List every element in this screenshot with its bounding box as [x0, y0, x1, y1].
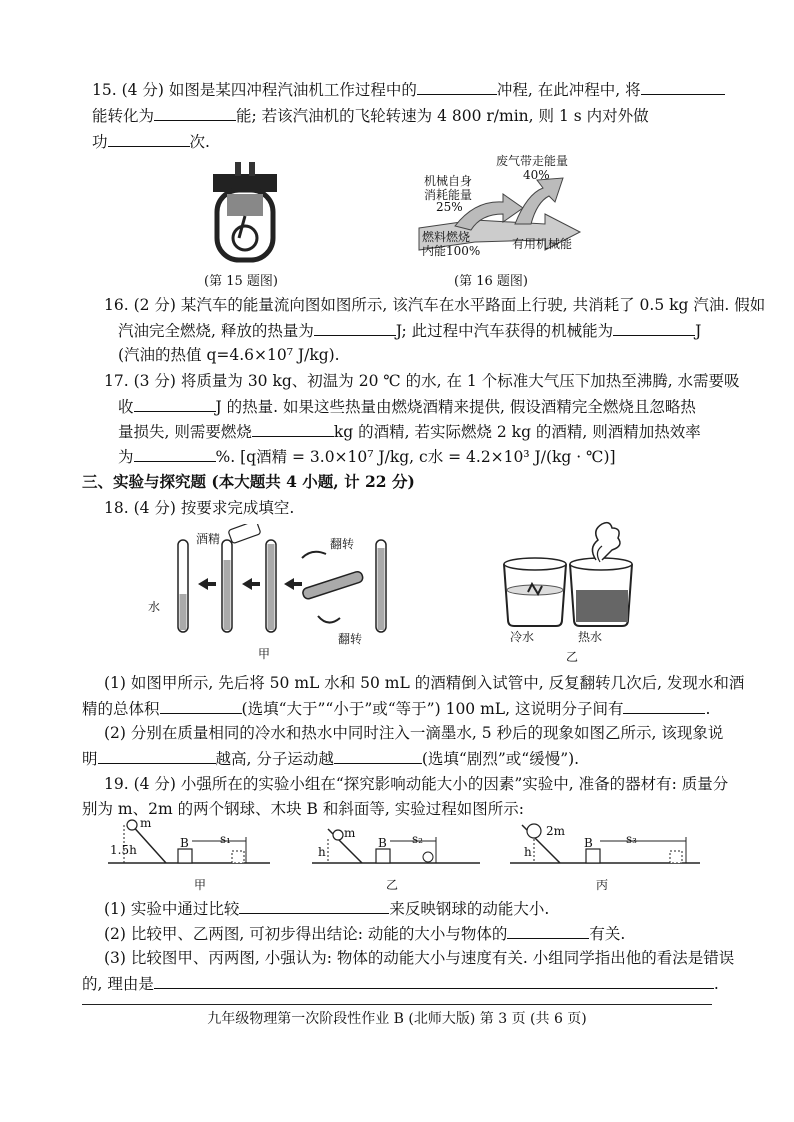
q18-p2-line1: (2) 分别在质量相同的冷水和热水中同时注入一滴墨水, 5 秒后的现象如图乙所示, 该现象说: [104, 724, 724, 742]
fig19-bing-height: h: [524, 845, 532, 859]
q17-blank-efficiency[interactable]: [134, 445, 216, 462]
q17-line2: 收 J 的热量. 如果这些热量由燃烧酒精来提供, 假设酒精完全燃烧且忽略热: [118, 395, 696, 418]
fig19-jia-mass: m: [140, 816, 152, 830]
q18-p2-line2: 明 越高, 分子运动越 (选填“剧烈”或“缓慢”).: [82, 747, 579, 770]
q19-line2: 别为 m、2m 的两个钢球、木块 B 和斜面等, 实验过程如图所示:: [82, 800, 524, 818]
q15-blank-energy-to[interactable]: [154, 104, 236, 121]
q18-title: 18. (4 分) 按要求完成填空.: [104, 499, 295, 517]
page-footer: 九年级物理第一次阶段性作业 B (北师大版) 第 3 页 (共 6 页): [207, 1011, 587, 1027]
q15-line2: 能转化为 能; 若该汽油机的飞轮转速为 4 800 r/min, 则 1 s 内对外做: [92, 104, 649, 127]
fig19-bing-label: 丙: [596, 878, 609, 892]
fig16-caption: (第 16 题图): [454, 274, 528, 289]
fig19-yi-mass: m: [344, 826, 356, 840]
q18-blank-motion[interactable]: [334, 747, 422, 764]
q17-line4: 为 %. [q酒精 = 3.0×10⁷ J/kg, c水 = 4.2×10³ J/(kg · ℃)]: [118, 445, 616, 468]
fig19-bing-block: B: [584, 836, 593, 850]
q15-blank-times[interactable]: [108, 130, 190, 147]
fig18-flip-top-label: 翻转: [330, 537, 355, 551]
beaker-figure: [498, 520, 648, 630]
q19-p1: (1) 实验中通过比较 来反映钢球的动能大小.: [104, 897, 549, 920]
q19-blank-reason[interactable]: [154, 972, 714, 989]
fig16-exhaust-pct: 40%: [523, 168, 550, 182]
q17-line3: 量损失, 则需要燃烧 kg 的酒精, 若实际燃烧 2 kg 的酒精, 则酒精加热效率: [118, 420, 701, 443]
section-heading: 三、实验与探究题 (本大题共 4 小题, 计 22 分): [82, 472, 415, 491]
q15-line1: 15. (4 分) 如图是某四冲程汽油机工作过程中的 冲程, 在此冲程中, 将: [92, 78, 725, 101]
footer-rule: [82, 1004, 712, 1005]
fig19-yi-block: B: [378, 836, 387, 850]
fig18-hot-label: 热水: [578, 630, 603, 644]
q19-line1: 19. (4 分) 小强所在的实验小组在“探究影响动能大小的因素”实验中, 准备的器材有: 质量分: [104, 775, 729, 793]
q17-blank-heat[interactable]: [134, 395, 216, 412]
q19-blank-compare[interactable]: [239, 897, 389, 914]
q19-p3-line2: 的, 理由是 .: [82, 972, 719, 995]
fig18-water-label: 水: [148, 600, 161, 614]
engine-figure: [205, 160, 285, 270]
fig15-caption: (第 15 题图): [204, 274, 278, 289]
fig16-fuel-label: 燃料燃烧: [422, 230, 471, 244]
q15-blank-energy-from[interactable]: [641, 78, 725, 95]
fig16-useful-label: 有用机械能: [512, 237, 573, 251]
q15-blank-stroke[interactable]: [417, 78, 497, 95]
q18-blank-volume[interactable]: [160, 697, 242, 714]
q16-line3: (汽油的热值 q=4.6×10⁷ J/kg).: [118, 346, 340, 364]
q18-blank-gap[interactable]: [623, 697, 705, 714]
q17-blank-mass[interactable]: [252, 420, 334, 437]
fig19-bing-distance: s₃: [626, 832, 637, 846]
fig19-yi-height: h: [318, 845, 326, 859]
q16-line1: 16. (2 分) 某汽车的能量流向图如图所示, 该汽车在水平路面上行驶, 共消耗了 0.5 kg 汽油. 假如: [104, 296, 766, 314]
fig19-yi-distance: s₂: [412, 832, 423, 846]
fig18-alcohol-label: 酒精: [196, 532, 221, 546]
fig19-bing-mass: 2m: [546, 824, 566, 838]
q16-line2: 汽油完全燃烧, 释放的热量为 J; 此过程中汽车获得的机械能为 J: [118, 319, 701, 342]
q15-line3: 功 次.: [92, 130, 210, 153]
q16-blank-mechanical[interactable]: [613, 319, 695, 336]
q19-p3-line1: (3) 比较图甲、丙两图, 小强认为: 物体的动能大小与速度有关. 小组同学指出他的看法是错误: [104, 949, 735, 967]
q19-p2: (2) 比较甲、乙两图, 可初步得出结论: 动能的大小与物体的 有关.: [104, 922, 625, 945]
fig19-yi-label: 乙: [386, 878, 399, 892]
fig19-jia-distance: s₁: [220, 832, 231, 846]
test-tube-figure: [142, 524, 392, 642]
q18-p1-line1: (1) 如图甲所示, 先后将 50 mL 水和 50 mL 的酒精倒入试管中, 反复翻转几次后, 发现水和酒: [104, 674, 745, 692]
exam-page: 15. (4 分) 如图是某四冲程汽油机工作过程中的 冲程, 在此冲程中, 将 能转化为 能; 若该汽油机的飞轮转速为 4 800 r/min, 则 1 s 内对外做 功 次. (第 15 题图) 废气带走能量 40% 机械自身 消耗能量 25% 燃料燃烧 内能100% 有用机械能 (第 16 题图) 16. (2 分) 某汽车的能量流向图如图所示, 该汽车在水平路面上行驶, 共消耗了 0.5 kg 汽油. 假如 汽油完全燃烧, 释放的热量为 J; 此过程中汽车获得的机械能为 J (汽油的热值 q=4.6×10⁷ J/kg). 17. (3 分) 将质量为 30 kg、初温为 20 ℃ 的水, 在 1 个标准大气压下加热至沸腾, 水需要吸 收 J 的热量. 如果这些热量由燃烧酒精来提供, 假设酒精完全燃烧且忽略热 量损失, 则需要燃烧 kg 的酒精, 若实际燃烧 2 kg 的酒精, 则酒精加热效率 为 %. [q酒精 = 3.0×10⁷ J/kg, c水 = 4.2×10³ J/(kg · ℃)] 三、实验与探究题 (本大题共 4 小题, 计 22 分) 18. (4 分) 按要求完成填空. 酒精 翻转 水 翻转 甲 冷水 热水 乙 (1) 如图甲所示, 先后将 50 mL 水和 50 mL 的酒精倒入试管中, 反复翻转几次后, 发现水和酒 精的总体积 (选填“大于”“小于”或“等于”) 100 mL, 这说明分子间有 . (2) 分别在质量相同的冷水和热水中同时注入一滴墨水, 5 秒后的现象如图乙所示, 该现象说 明 越高, 分子运动越 (选填“剧烈”或“缓慢”). 19. (4 分) 小强所在的实验小组在“探究影响动能大小的因素”实验中, 准备的器材有: 质量分 别为 m、2m 的两个钢球、木块 B 和斜面等, 实验过程如图所示: m 1.5h B s₁ 甲 m h B s₂ 乙 2m h B s₃ 丙 (1) 实验中通过比较 来反映钢球的动能大小. (2) 比较甲、乙两图, 可初步得出结论: 动能的大小与物体的 有关. (3) 比较图甲、丙两图, 小强认为: 物体的动能大小与速度有关. 小组同学指出他的看法是错误 的, 理由是 . 九年级物理第一次阶段性作业 B (北师大版) 第 3 页 (共 6 页): [0, 0, 794, 1122]
fig18-flip-bottom-label: 翻转: [338, 632, 363, 646]
fig16-exhaust-label: 废气带走能量: [496, 154, 569, 168]
fig19-jia-block: B: [180, 836, 189, 850]
q15-text: 15. (4 分) 如图是某四冲程汽油机工作过程中的: [92, 81, 417, 99]
fig16-self-loss-label: 机械自身: [424, 174, 473, 188]
fig18-jia-label: 甲: [258, 647, 271, 661]
q18-p1-line2: 精的总体积 (选填“大于”“小于”或“等于”) 100 mL, 这说明分子间有 .: [82, 697, 710, 720]
q18-blank-factor[interactable]: [98, 747, 216, 764]
q17-line1: 17. (3 分) 将质量为 30 kg、初温为 20 ℃ 的水, 在 1 个标准大气压下加热至沸腾, 水需要吸: [104, 372, 740, 390]
fig18-cold-label: 冷水: [510, 630, 535, 644]
fig18-yi-label: 乙: [566, 650, 579, 664]
fig19-jia-height: 1.5h: [110, 843, 137, 857]
q16-blank-heat[interactable]: [314, 319, 396, 336]
q19-blank-factor[interactable]: [507, 922, 589, 939]
fig16-self-loss-pct: 25%: [436, 200, 463, 214]
fig19-jia-label: 甲: [194, 878, 207, 892]
